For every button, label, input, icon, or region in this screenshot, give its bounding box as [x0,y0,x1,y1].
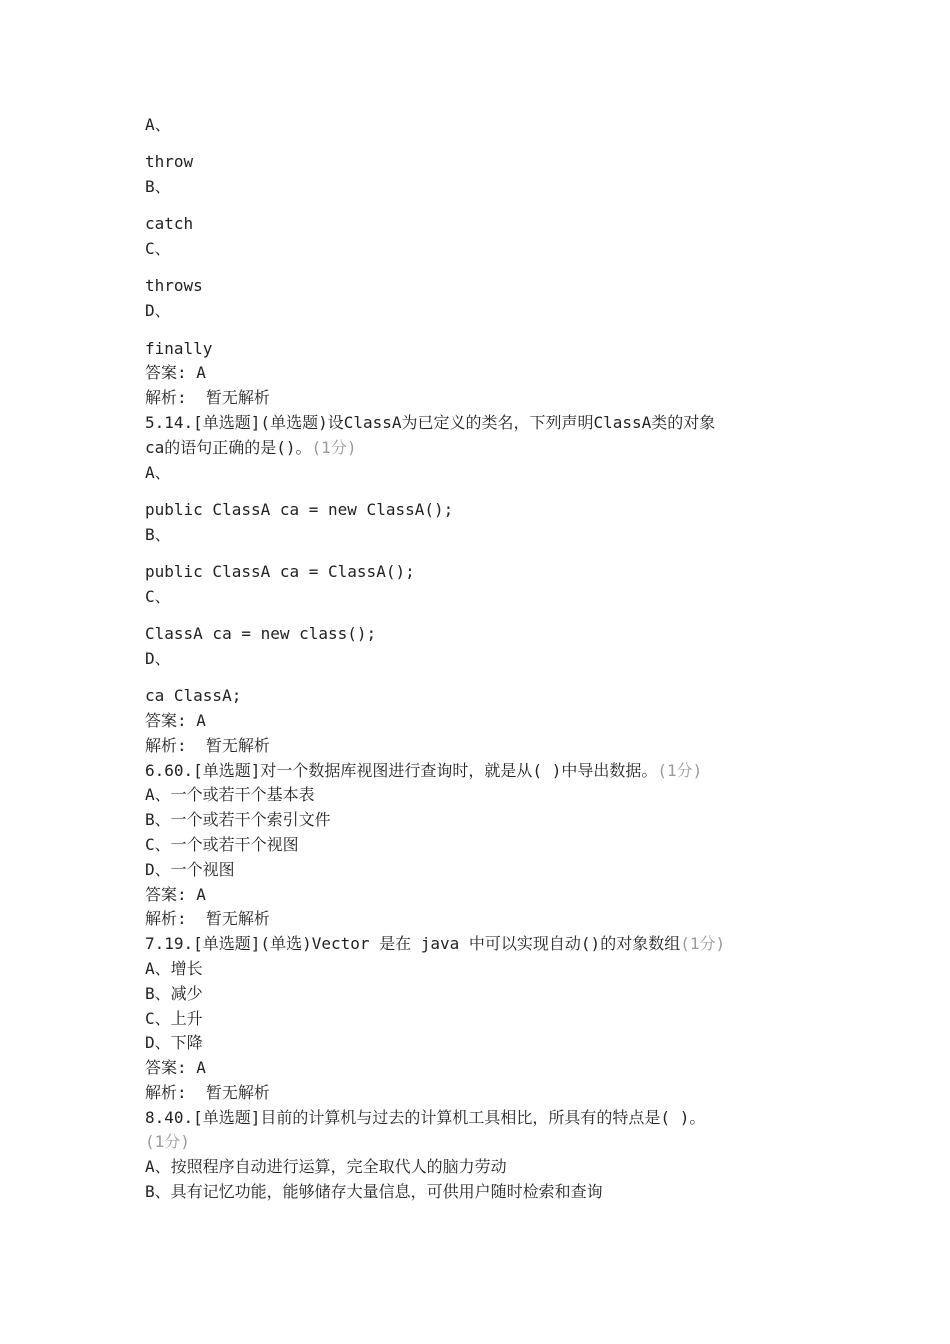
option-a: A、一个或若干个基本表 [145,785,315,805]
option-text-b: catch [145,214,194,234]
option-c: C、一个或若干个视图 [145,834,299,854]
answer: 答案: A [145,884,206,904]
option-d: D、下降 [145,1033,203,1053]
analysis: 解析: 暂无解析 [145,909,270,929]
option-label-c: C、 [145,586,171,606]
option-b: B、一个或若干个索引文件 [145,810,331,830]
question-title: 8.40.[单选题]目前的计算机与过去的计算机工具相比，所具有的特点是( )。 [145,1107,706,1127]
option-text-c: throws [145,276,203,296]
analysis: 解析: 暂无解析 [145,1082,270,1102]
option-label-b: B、 [145,524,171,544]
analysis: 解析: 暂无解析 [145,735,270,755]
question-title-text: ca的语句正确的是()。 [145,437,312,457]
option-d: D、一个视图 [145,859,235,879]
question-title [145,759,825,784]
answer: 答案: A [145,363,206,383]
document-page [145,113,825,1205]
option-text-a: throw [145,152,194,172]
option-text-d: finally [145,338,213,358]
analysis: 解析: 暂无解析 [145,388,270,408]
option-a: A、增长 [145,958,203,978]
option-text-c: ClassA ca = new class(); [145,624,377,644]
question-title [145,932,825,957]
option-text-a: public ClassA ca = new ClassA(); [145,499,454,519]
option-b: B、具有记忆功能，能够储存大量信息，可供用户随时检索和查询 [145,1182,603,1202]
option-label-a: A、 [145,115,171,134]
option-b: B、减少 [145,983,203,1003]
question-title: 5.14.[单选题](单选题)设ClassA为已定义的类名，下列声明ClassA类的对象 [145,412,716,432]
option-a: A、按照程序自动进行运算，完全取代人的脑力劳动 [145,1157,507,1177]
question-points: (1分) [311,437,357,457]
option-label-a: A、 [145,462,171,482]
question-points: (1分) [145,1132,190,1152]
question-title-text: 6.60.[单选题]对一个数据库视图进行查询时，就是从( )中导出数据。 [145,760,658,780]
option-c: C、上升 [145,1008,203,1028]
question-points: (1分) [657,760,703,780]
option-label-d: D、 [145,301,171,321]
answer: 答案: A [145,710,206,730]
option-label-c: C、 [145,239,171,259]
option-text-b: public ClassA ca = ClassA(); [145,561,415,581]
question-points: (1分) [680,934,726,954]
option-label-b: B、 [145,177,171,197]
question-title-continued [145,436,825,461]
option-text-d: ca ClassA; [145,686,242,706]
question-title-text: 7.19.[单选题](单选)Vector 是在 java 中可以实现自动()的对象数组 [145,934,681,954]
option-label-d: D、 [145,648,171,668]
answer: 答案: A [145,1058,206,1078]
